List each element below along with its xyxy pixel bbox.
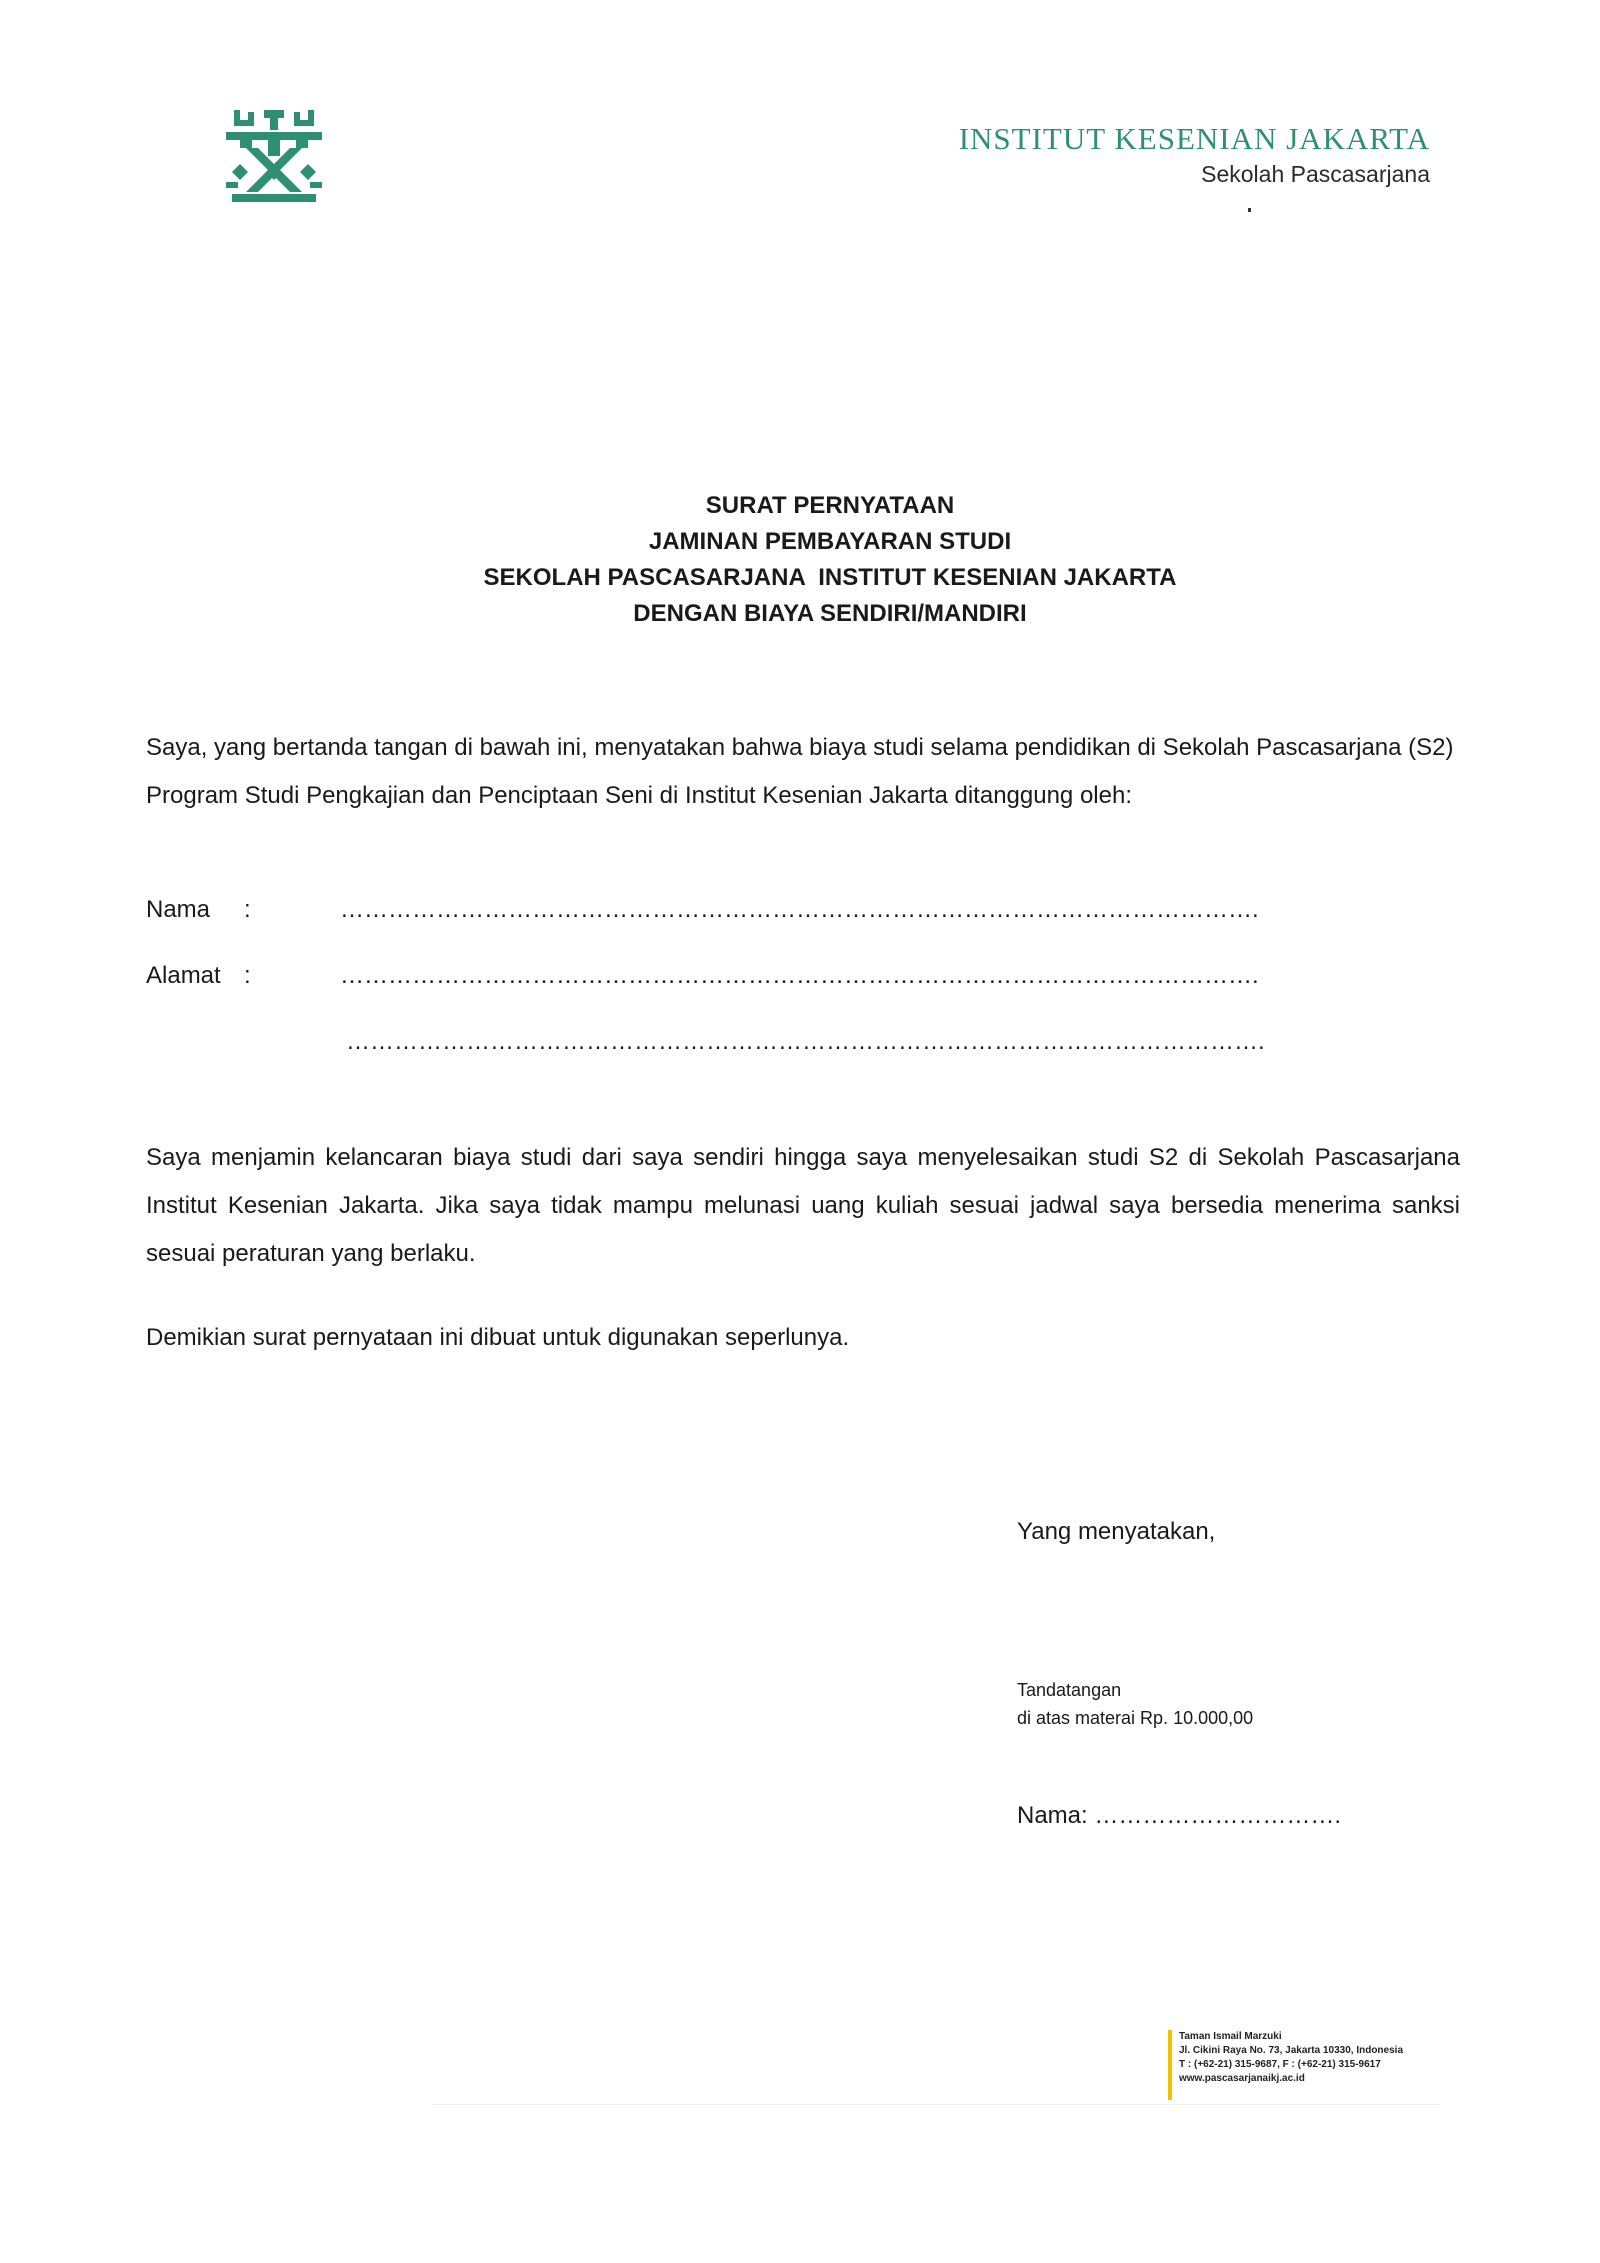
- closing-paragraph: Demikian surat pernyataan ini dibuat untuk digunakan seperlunya.: [146, 1324, 850, 1351]
- footer-divider: [432, 2104, 1440, 2105]
- footer-line-4: www.pascasarjanaikj.ac.id: [1179, 2073, 1305, 2084]
- footer-line-3: T : (+62-21) 315-9687, F : (+62-21) 315-9617: [1179, 2059, 1381, 2070]
- intro-line-2: Program Studi Pengkajian dan Penciptaan Seni di Institut Kesenian Jakarta ditanggung oleh:: [146, 782, 1132, 809]
- declarant-label: Yang menyatakan,: [1017, 1518, 1216, 1545]
- school-name: Sekolah Pascasarjana: [1201, 161, 1430, 188]
- footer-address: [1179, 2030, 1403, 2086]
- footer-line-2: Jl. Cikini Raya No. 73, Jakarta 10330, Indonesia: [1179, 2045, 1403, 2056]
- sign-note-1: Tandatangan: [1017, 1680, 1122, 1700]
- sign-note-2: di atas materai Rp. 10.000,00: [1017, 1708, 1254, 1728]
- institution-name: INSTITUT KESENIAN JAKARTA: [958, 121, 1430, 156]
- nama-input-line: …………………………………………………………………………………………………….: [340, 896, 1259, 923]
- alamat-input-line-2: …………………………………………………………………………………………………….: [346, 1028, 1265, 1055]
- field-alamat-continued: [346, 1024, 1265, 1060]
- guarantee-paragraph: Saya menjamin kelancaran biaya studi dari saya sendiri hingga saya menyelesaikan studi S2 di Sekolah Pascasarjana Institut Kesenian Jakarta. Jika saya tidak mampu melunasi uang kuliah sesuai jadwal saya bersedia menerima sanksi sesuai peraturan yang berlaku.: [146, 1144, 1460, 1267]
- field-nama: [146, 892, 1259, 928]
- alamat-input-line: …………………………………………………………………………………………………….: [340, 962, 1259, 989]
- header-mark: [1248, 208, 1251, 212]
- nama-label: Nama: [146, 896, 211, 923]
- alamat-label: Alamat: [146, 962, 221, 989]
- alamat-colon: :: [244, 962, 251, 989]
- title-line-1: SURAT PERNYATAAN: [705, 492, 955, 519]
- document-title: [0, 488, 1600, 632]
- letterhead: [959, 122, 1430, 187]
- intro-paragraph: [146, 724, 1460, 820]
- title-line-3: SEKOLAH PASCASARJANA INSTITUT KESENIAN JAKARTA: [483, 564, 1177, 591]
- intro-line-1: Saya, yang bertanda tangan di bawah ini, menyatakan bahwa biaya studi selama pendidikan di Sekolah Pascasarjana (S2): [146, 734, 1454, 761]
- footer-accent-bar: [1168, 2030, 1172, 2100]
- title-line-4: DENGAN BIAYA SENDIRI/MANDIRI: [633, 600, 1027, 627]
- signature-name-line: Nama: ………………………….: [1017, 1802, 1342, 1829]
- field-alamat: [146, 958, 1259, 994]
- footer-line-1: Taman Ismail Marzuki: [1179, 2031, 1282, 2042]
- ikj-logo-icon: [226, 110, 322, 204]
- nama-colon: :: [244, 896, 251, 923]
- title-line-2: JAMINAN PEMBAYARAN STUDI: [648, 528, 1012, 555]
